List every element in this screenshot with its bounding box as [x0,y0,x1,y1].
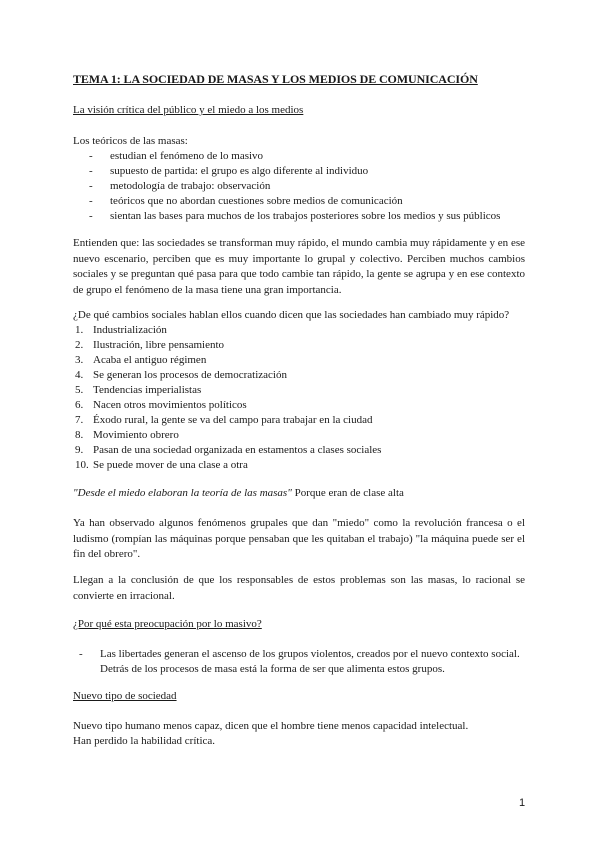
numbered-list-item: 2. Ilustración, libre pensamiento [75,339,225,351]
numbered-list-item: 6. Nacen otros movimientos políticos [75,399,247,411]
numbered-list-item: 1. Industrialización [75,324,167,336]
page-number: 1 [519,797,526,809]
nuevo-tipo-line-1: Nuevo tipo humano menos capaz, dicen que el hombre tiene menos capacidad intelectual. [73,720,469,732]
section-heading-vision-critica: La visión crítica del público y el miedo a los medios [73,104,304,116]
paragraph-entienden: Entienden que: las sociedades se transforman muy rápido, el mundo cambia muy rápidamente y en ese nuevo escenario, perciben que es muy importante lo grupal y colectivo. Perciben muchos cambios sociales y se preguntan qué pasa para que todo cambie tan rápido, la gente se agrupa y en ese contexto de grupo el fenómeno de la masa tiene una gran importancia. [73,237,525,296]
numbered-list-item: 10. Se puede mover de una clase a otra [75,459,248,471]
intro-line: Los teóricos de las masas: [73,135,188,147]
dash-list-item: - estudian el fenómeno de lo masivo [89,150,264,162]
numbered-list-item: 8. Movimiento obrero [75,429,179,441]
paragraph-fenomenos: Ya han observado algunos fenómenos grupales que dan "miedo" como la revolución francesa o el ludismo (rompían las máquinas porque pensaban que les quitaban el trabajo) "la máquina puede ser el fin del obrero". [73,517,525,560]
dash-list-item-continuation: Detrás de los procesos de masa está la forma de ser que alimenta estos grupos. [100,663,445,675]
section-heading-preocupacion: ¿Por qué esta preocupación por lo masivo? [73,618,262,630]
dash-list-item: - sientan las bases para muchos de los trabajos posteriores sobre los medios y sus públicos [89,210,501,222]
nuevo-tipo-line-2: Han perdido la habilidad crítica. [73,735,216,747]
dash-list-item: - supuesto de partida: el grupo es algo diferente al individuo [89,165,369,177]
numbered-list-item: 5. Tendencias imperialistas [75,384,202,396]
numbered-list-item: 7. Éxodo rural, la gente se va del campo para trabajar en la ciudad [75,414,373,426]
question-line: ¿De qué cambios sociales hablan ellos cuando dicen que las sociedades han cambiado muy rápido? [73,309,510,321]
dash-list-item: - teóricos que no abordan cuestiones sobre medios de comunicación [89,195,403,207]
numbered-list-item: 3. Acaba el antiguo régimen [75,354,207,366]
numbered-list-item: 9. Pasan de una sociedad organizada en estamentos a clases sociales [75,444,382,456]
paragraph-conclusion: Llegan a la conclusión de que los responsables de estos problemas son las masas, lo racional se convierte en irracional. [73,574,525,602]
quote-line: "Desde el miedo elaboran la teoría de las masas" Porque eran de clase alta [73,487,404,499]
document-title: TEMA 1: LA SOCIEDAD DE MASAS Y LOS MEDIOS DE COMUNICACIÓN [73,72,478,86]
dash-list-item: - metodología de trabajo: observación [89,180,271,192]
dash-list-item: - Las libertades generan el ascenso de los grupos violentos, creados por el nuevo contexto social. [79,648,520,660]
section-heading-nuevo-tipo: Nuevo tipo de sociedad [73,690,177,702]
numbered-list-item: 4. Se generan los procesos de democratización [75,369,287,381]
